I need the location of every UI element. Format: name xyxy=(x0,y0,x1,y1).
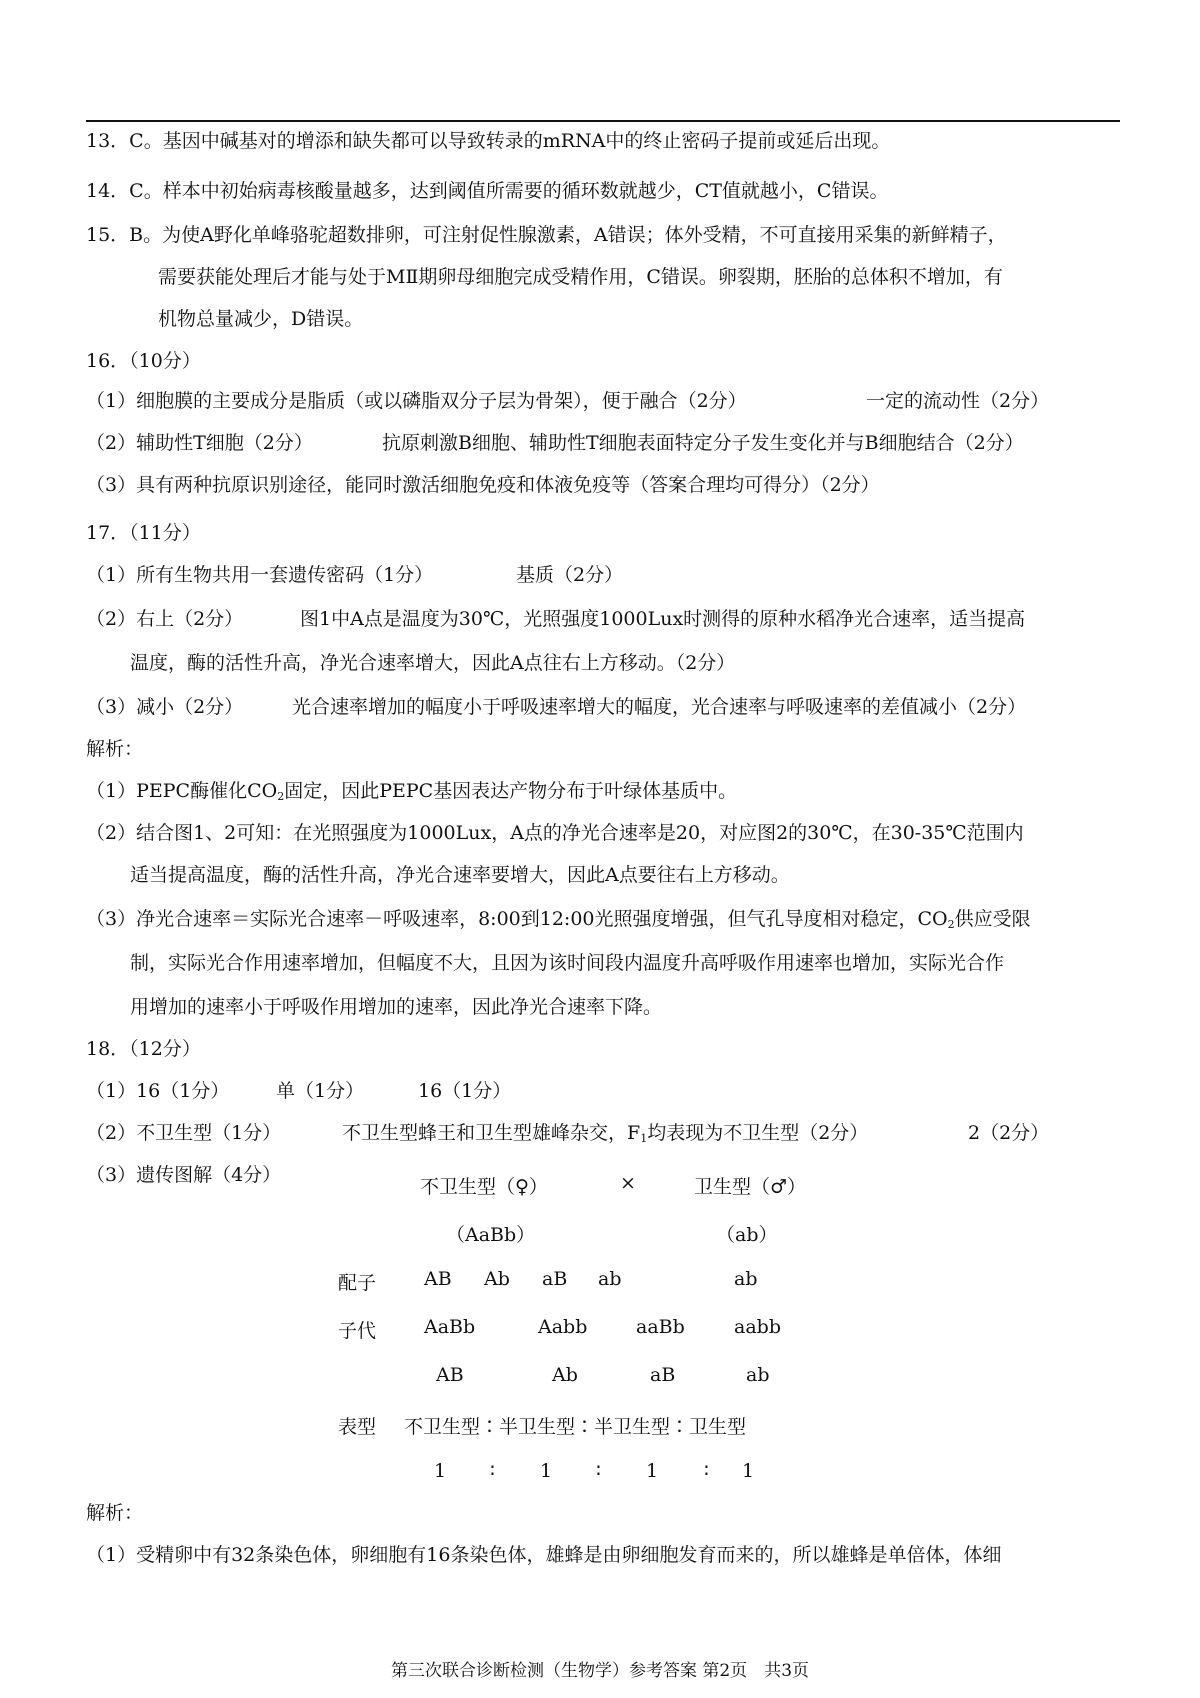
q18-analysis-label: 解析： xyxy=(86,1502,144,1524)
offspring-gamete: aB xyxy=(650,1364,676,1386)
answer-15-line3: 机物总量减少，D错误。 xyxy=(158,308,364,330)
cross-symbol: × xyxy=(620,1172,636,1194)
gamete: aB xyxy=(542,1268,568,1290)
q17-answer-1: （1）所有生物共用一套遗传密码（1分） xyxy=(86,564,434,586)
q18-answer-1c: 16（1分） xyxy=(418,1080,512,1102)
phenotype-list: 不卫生型∶半卫生型∶半卫生型∶卫生型 xyxy=(404,1416,747,1438)
offspring-genotype: AaBb xyxy=(424,1316,476,1338)
offspring-genotype: aabb xyxy=(734,1316,781,1338)
q17-answer-2: （2）右上（2分） xyxy=(86,608,244,630)
offspring-genotype: aaBb xyxy=(636,1316,685,1338)
q16-answer-3: （3）具有两种抗原识别途径，能同时激活细胞免疫和体液免疫等（答案合理均可得分）（2分） xyxy=(86,474,880,496)
ratio-value: 1 xyxy=(540,1460,553,1482)
q18-heading: 18．（12分） xyxy=(86,1038,201,1060)
top-rule xyxy=(86,120,1120,122)
q17-answer-2b: 图1中A点是温度为30℃，光照强度1000Lux时测得的原种水稻净光合速率，适当提高 xyxy=(300,608,1026,630)
genotype-female: （AaBb） xyxy=(446,1224,536,1246)
q18-answer-2c: 2（2分） xyxy=(968,1122,1050,1144)
gamete-label: 配子 xyxy=(338,1272,377,1294)
q18-answer-3: （3）遗传图解（4分） xyxy=(86,1164,282,1186)
answer-15-line2: 需要获能处理后才能与处于MⅡ期卵母细胞完成受精作用，C错误。卵裂期，胚胎的总体积不增加，有 xyxy=(158,266,1003,288)
ratio-value: 1 xyxy=(646,1460,659,1482)
offspring-label: 子代 xyxy=(338,1320,377,1342)
q17-heading: 17．（11分） xyxy=(86,522,201,544)
parent-male: 卫生型（♂） xyxy=(694,1176,807,1198)
q17-explanation-3b: 制，实际光合作用速率增加，但幅度不大，且因为该时间段内温度升高呼吸作用速率也增加，实际光合作 xyxy=(130,952,1005,974)
gamete: ab xyxy=(598,1268,622,1290)
q17-answer-1b: 基质（2分） xyxy=(516,564,624,586)
ratio-value: 1 xyxy=(434,1460,447,1482)
ratio-separator: ∶ xyxy=(704,1460,709,1482)
q18-answer-2: （2）不卫生型（1分） xyxy=(86,1122,282,1144)
phenotype-label: 表型 xyxy=(338,1416,377,1438)
q17-explanation-3a: （3）净光合速率＝实际光合速率－呼吸速率，8:00到12:00光照强度增强，但气孔导度相对稳定，$CO_2$供应受限 xyxy=(86,908,1031,931)
q17-explanation-2a: （2）结合图1、2可知：在光照强度为1000Lux，A点的净光合速率是20，对应图2的30℃，在30-35℃范围内 xyxy=(86,822,1024,844)
male-gamete: ab xyxy=(734,1268,758,1290)
parent-female: 不卫生型（♀） xyxy=(420,1176,548,1198)
answer-15-line1: 15．B。为使A野化单峰骆驼超数排卵，可注射促性腺激素，A错误；体外受精，不可直接用采集的新鲜精子， xyxy=(86,224,1007,246)
q16-answer-1: （1）细胞膜的主要成分是脂质（或以磷脂双分子层为骨架），便于融合（2分） xyxy=(86,390,747,412)
offspring-gamete: ab xyxy=(746,1364,770,1386)
offspring-gamete: Ab xyxy=(552,1364,578,1386)
q16-heading: 16．（10分） xyxy=(86,350,201,372)
q17-answer-3: （3）减小（2分） xyxy=(86,696,244,718)
q16-answer-2: （2）辅助性T细胞（2分） xyxy=(86,432,313,454)
genotype-male: （ab） xyxy=(716,1224,778,1246)
q17-analysis-label: 解析： xyxy=(86,738,144,760)
offspring-gamete: AB xyxy=(436,1364,464,1386)
q18-explanation-1: （1）受精卵中有32条染色体，卵细胞有16条染色体，雄蜂是由卵细胞发育而来的，所以雄蜂是单倍体，体细 xyxy=(86,1544,1002,1566)
q17-answer-3b: 光合速率增加的幅度小于呼吸速率增大的幅度，光合速率与呼吸速率的差值减小（2分） xyxy=(292,696,1027,718)
offspring-genotype: Aabb xyxy=(538,1316,588,1338)
q18-answer-1: （1）16（1分） xyxy=(86,1080,230,1102)
q16-answer-2b: 抗原刺激B细胞、辅助性T细胞表面特定分子发生变化并与B细胞结合（2分） xyxy=(382,432,1024,454)
answer-13: 13．C。基因中碱基对的增添和缺失都可以导致转录的mRNA中的终止密码子提前或延后出现。 xyxy=(86,130,891,152)
gamete: AB xyxy=(424,1268,452,1290)
ratio-value: 1 xyxy=(742,1460,755,1482)
q17-answer-2c: 温度，酶的活性升高，净光合速率增大，因此A点往右上方移动。（2分） xyxy=(130,652,736,674)
answer-14: 14．C。样本中初始病毒核酸量越多，达到阈值所需要的循环数就越少，CT值就越小，C错误。 xyxy=(86,180,889,202)
q16-answer-1b: 一定的流动性（2分） xyxy=(866,390,1050,412)
page-footer: 第三次联合诊断检测（生物学）参考答案 第2页 共3页 xyxy=(390,1661,810,1681)
q17-explanation-3c: 用增加的速率小于呼吸作用增加的速率，因此净光合速率下降。 xyxy=(130,996,663,1018)
ratio-separator: ∶ xyxy=(490,1460,495,1482)
ratio-separator: ∶ xyxy=(596,1460,601,1482)
q18-answer-2b: 不卫生型蜂王和卫生型雄峰杂交，$F_1$均表现为不卫生型（2分） xyxy=(342,1122,869,1145)
q18-answer-1b: 单（1分） xyxy=(276,1080,365,1102)
gamete: Ab xyxy=(484,1268,510,1290)
q17-explanation-2b: 适当提高温度，酶的活性升高，净光合速率要增大，因此A点要往右上方移动。 xyxy=(130,864,790,886)
q17-explanation-1: （1）PEPC酶催化$CO_2$固定，因此PEPC基因表达产物分布于叶绿体基质中。 xyxy=(86,780,738,803)
